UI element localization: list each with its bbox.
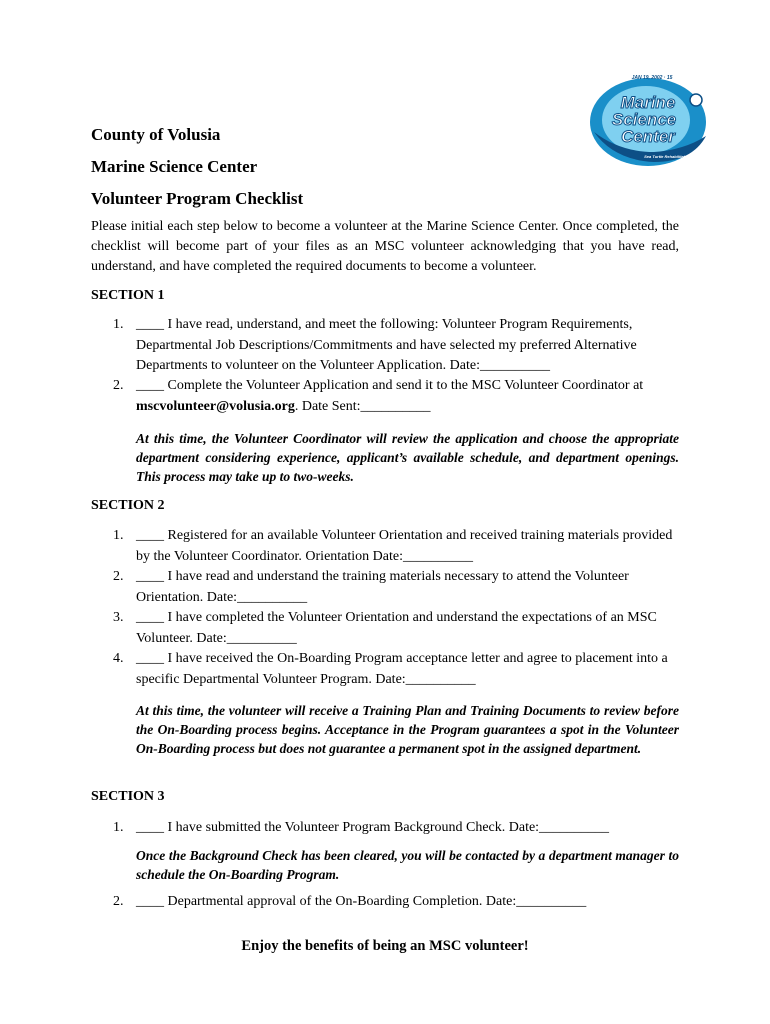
item-text: ____ I have submitted the Volunteer Program Background Check. Date:__________: [136, 820, 610, 835]
section-1-item-1: [113, 315, 678, 377]
item-text: ____ Departmental approval of the On-Boarding Completion. Date:__________: [136, 894, 587, 909]
item-number: 1.: [113, 820, 124, 835]
section-3-title: SECTION 3: [91, 789, 165, 804]
item-text: [136, 376, 678, 417]
section-2-item-3: [113, 608, 678, 649]
item-text: ____ I have received the On-Boarding Program acceptance letter and agree to placement into a specific Departmental Volunteer Program. Date:__________: [136, 651, 668, 687]
section-1-note: At this time, the Volunteer Coordinator will review the application and choose the appropriate department considering experience, applicant’s available schedule, and department openings. This process may take up to two-weeks.: [136, 431, 679, 484]
section-1-title: SECTION 1: [91, 288, 165, 303]
volunteer-email: mscvolunteer@volusia.org: [136, 398, 295, 414]
item-number: 2.: [113, 569, 124, 584]
section-2-item-1: [113, 526, 678, 567]
item-number: 4.: [113, 651, 124, 666]
item-text-after: . Date Sent:__________: [294, 398, 431, 414]
section-3-item-2: [113, 892, 678, 913]
logo-arc-text: JAN 19, 2002 · 15: [631, 75, 673, 81]
logo-line-center: Center: [621, 127, 675, 146]
logo-bubble: [690, 94, 702, 106]
section-2-title: SECTION 2: [91, 498, 165, 513]
item-text: ____ Registered for an available Volunteer Orientation and received training materials provided by the Volunteer Coordinator. Orientation Date:__________: [136, 528, 673, 564]
section-2-note: At this time, the volunteer will receive a Training Plan and Training Documents to review before the On-Boarding process begins. Acceptance in the Program guarantees a spot in the Volunteer On-Boarding process but does not guarantee a permanent spot in the assigned department.: [136, 703, 679, 756]
item-number: 1.: [113, 528, 124, 543]
item-number: 2.: [113, 894, 124, 909]
item-number: 1.: [113, 317, 124, 332]
logo-ribbon-text: Sea Turtle Rehabilitation Hospital: [644, 154, 708, 159]
item-number: 3.: [113, 610, 124, 625]
section-2-item-2: [113, 567, 678, 608]
logo-line-science: Science: [611, 110, 677, 129]
item-text: ____ I have read, understand, and meet the following: Volunteer Program Requirements, Departmental Job Descriptions/Commitments and have selected my preferred Alternative Departments to volunteer on the Volunteer Application. Date:__________: [136, 317, 637, 373]
marine-science-center-logo: [584, 70, 714, 170]
item-text: ____ I have completed the Volunteer Orientation and understand the expectations of an MSC Volunteer. Date:__________: [136, 610, 657, 646]
closing-message: Enjoy the benefits of being an MSC volunteer!: [241, 938, 529, 954]
item-number: 2.: [113, 378, 124, 393]
county-heading: County of Volusia: [91, 125, 221, 144]
logo-line-marine: Marine: [620, 93, 676, 112]
item-text-before: ____ Complete the Volunteer Application and send it to the MSC Volunteer Coordinator at: [136, 378, 644, 393]
section-3-item-1: [113, 818, 678, 839]
center-heading: Marine Science Center: [91, 157, 258, 176]
section-2-item-4: [113, 649, 678, 690]
page-title: Volunteer Program Checklist: [91, 189, 304, 208]
section-3-note: Once the Background Check has been cleared, you will be contacted by a department manager to schedule the On-Boarding Program.: [136, 848, 679, 882]
section-1-item-2: [113, 376, 678, 417]
intro-paragraph: Please initial each step below to become a volunteer at the Marine Science Center. Once completed, the checklist will become part of your files as an MSC volunteer acknowledging that you have read, understand, and have completed the required documents to become a volunteer.: [91, 219, 679, 274]
item-text: ____ I have read and understand the training materials necessary to attend the Volunteer Orientation. Date:__________: [136, 569, 629, 605]
